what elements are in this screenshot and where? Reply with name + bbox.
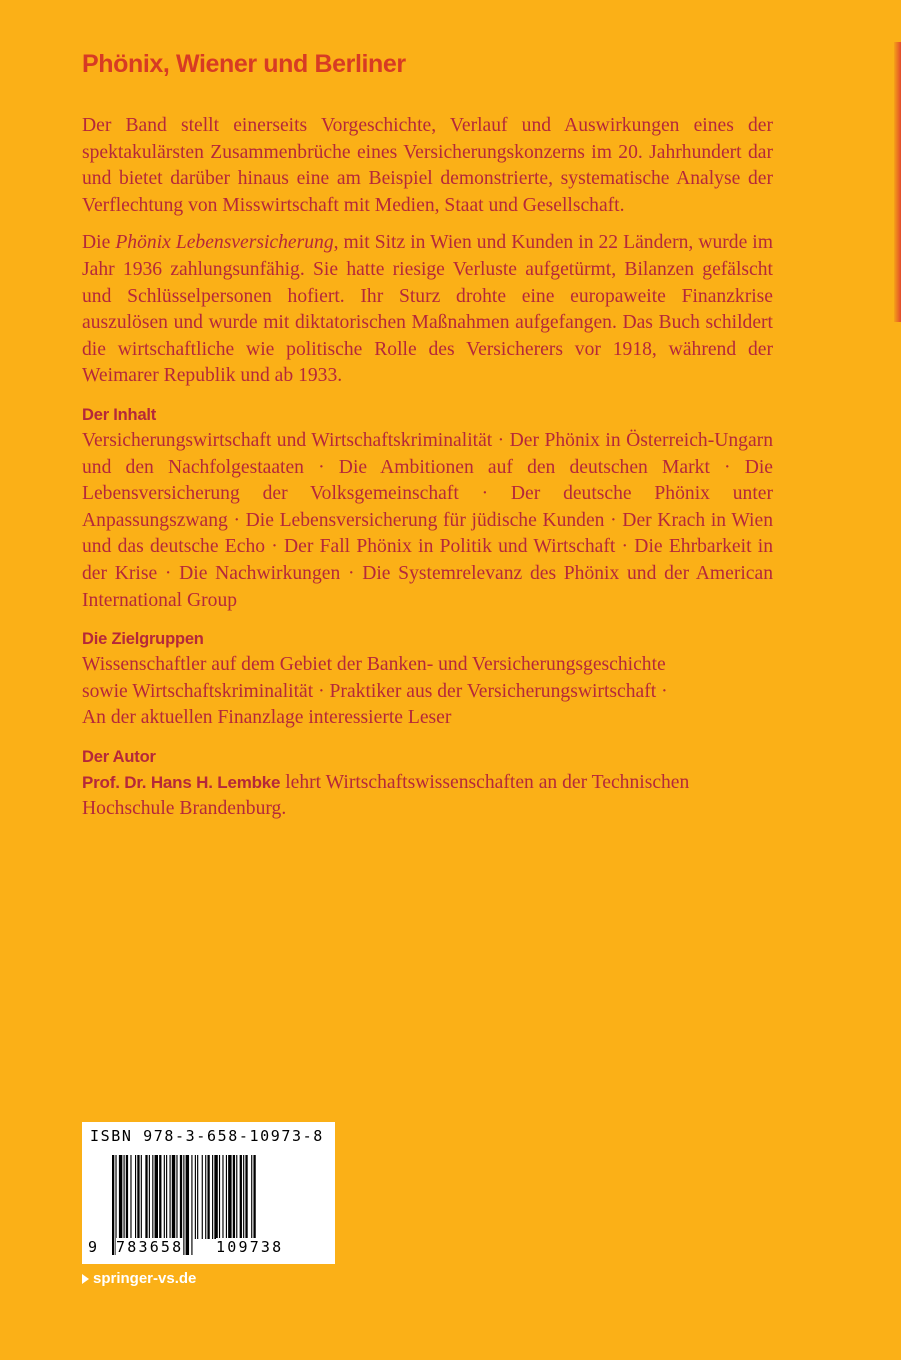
audience-line-1: Wissenschaftler auf dem Gebiet der Banken- und Versicherungsgeschichte [82,654,666,676]
barcode-bar [183,1155,184,1255]
author-heading: Der Autor [82,747,156,766]
blurb-content [82,113,773,823]
barcode-bar [170,1155,171,1239]
barcode-bar [141,1155,142,1239]
barcode-digit-group-1: 783658 [116,1238,184,1256]
barcode-bar [164,1155,165,1239]
barcode-bar [124,1155,125,1239]
barcode-bar [236,1155,237,1239]
barcode-bar [207,1155,209,1239]
book-title: Phönix, Wiener und Berliner [82,50,406,78]
audience-heading: Die Zielgruppen [82,630,204,649]
barcode-bar [149,1155,150,1239]
barcode-bar [214,1155,217,1239]
barcode-bar [172,1155,175,1239]
arrow-right-icon [82,1274,89,1284]
edge-color-strip [894,42,901,322]
barcode-bar [219,1155,220,1239]
barcode-bar [119,1155,122,1239]
author-bio: lehrt Wirtschaftswissenschaften an der Technischen Hochschule Brandenburg. [82,771,690,820]
author-text [82,770,773,823]
author-name: Prof. Dr. Hans H. Lembke [82,772,281,792]
barcode-digit-group-2: 109738 [216,1238,284,1256]
barcode-bar [226,1155,227,1239]
barcode-bar [233,1155,235,1239]
publisher-link[interactable] [82,1270,196,1287]
barcode-bar [126,1155,128,1239]
contents-text: Versicherungswirtschaft und Wirtschaftskriminalität · Der Phönix in Österreich-Ungarn und den Nachfolgestaaten · Die Ambitionen auf den deutschen Markt · Die Lebensversicherung der Volksgemeinschaft · Der deutsche Phönix unter Anpassungszwang · Die Lebensversicherung für jüdische Kunden · Der Krach in Wien und das deutsche Echo · Der Fall Phönix in Politik und Wirtschaft · Die Ehrbarkeit in der Krise · Die Nachwirkungen · Die Systemrelevanz des Phönix und der American International Group [82,429,773,611]
isbn-text: ISBN 978-3-658-10973-8 [90,1127,324,1145]
barcode-bar [245,1155,247,1239]
barcode-bar [251,1155,252,1239]
barcode-bar [166,1155,167,1239]
barcode-first-digit: 9 [88,1238,98,1256]
intro-p2-prefix: Die [82,232,116,254]
barcode-bar [228,1155,231,1239]
barcode-bar [145,1155,147,1239]
audience-line-2: sowie Wirtschaftskriminalität · Praktiker aus der Versicherungswirtschaft · [82,680,668,702]
barcode-bar [112,1155,114,1255]
barcode-bar [205,1155,206,1239]
barcode-bar [222,1155,223,1239]
barcode-bar [212,1155,213,1239]
contents-heading: Der Inhalt [82,405,157,424]
barcode-bar [159,1155,161,1239]
audience-text [82,652,773,732]
barcode-bar [180,1155,182,1239]
barcode-bar [186,1155,189,1255]
intro-p2-rest: , mit Sitz in Wien und Kunden in 22 Ländern, wurde im Jahr 1936 zahlungsunfähig. Sie hatte riesige Verluste aufgetürmt, Bilanzen gefälscht und Schlüsselpersonen hofiert. Ihr Sturz drohte eine europaweite Finanzkrise auszulösen und wurde mit diktatorischen Maßnahmen aufgefangen. Das Buch schildert die wirtschaftliche wie politische Rolle des Versicherers vor 1918, während der Weimarer Republik und ab 1933. [82,232,773,387]
isbn-barcode [82,1122,335,1264]
barcode-bar [243,1155,244,1239]
barcode-bar [176,1155,177,1239]
barcode-bar [152,1155,153,1239]
barcode-bar [130,1155,131,1239]
barcode-bar [202,1155,203,1239]
company-name-italic: Phönix Lebensversicherung [115,232,334,254]
audience-line-3: An der aktuellen Finanzlage interessierte Leser [82,707,452,729]
barcode-bar [155,1155,158,1239]
barcode-bar [191,1155,192,1255]
barcode-bar [195,1155,196,1239]
barcode-bar [137,1155,139,1239]
publisher-url: springer-vs.de [93,1270,197,1287]
barcode-bar [197,1155,198,1239]
intro-paragraph-1: Der Band stellt einerseits Vorgeschichte, Verlauf und Auswirkungen eines der spektakulärsten Zusammenbrüche eines Versicherungskonzerns im 20. Jahrhundert dar und bietet darüber hinaus eine am Beispiel demonstrierte, systematische Analyse der Verflechtung von Misswirtschaft mit Medien, Staat und Gesellschaft. [82,115,773,216]
barcode-bar [135,1155,136,1239]
barcode-bar [240,1155,242,1239]
intro-paragraph-2 [82,230,773,390]
